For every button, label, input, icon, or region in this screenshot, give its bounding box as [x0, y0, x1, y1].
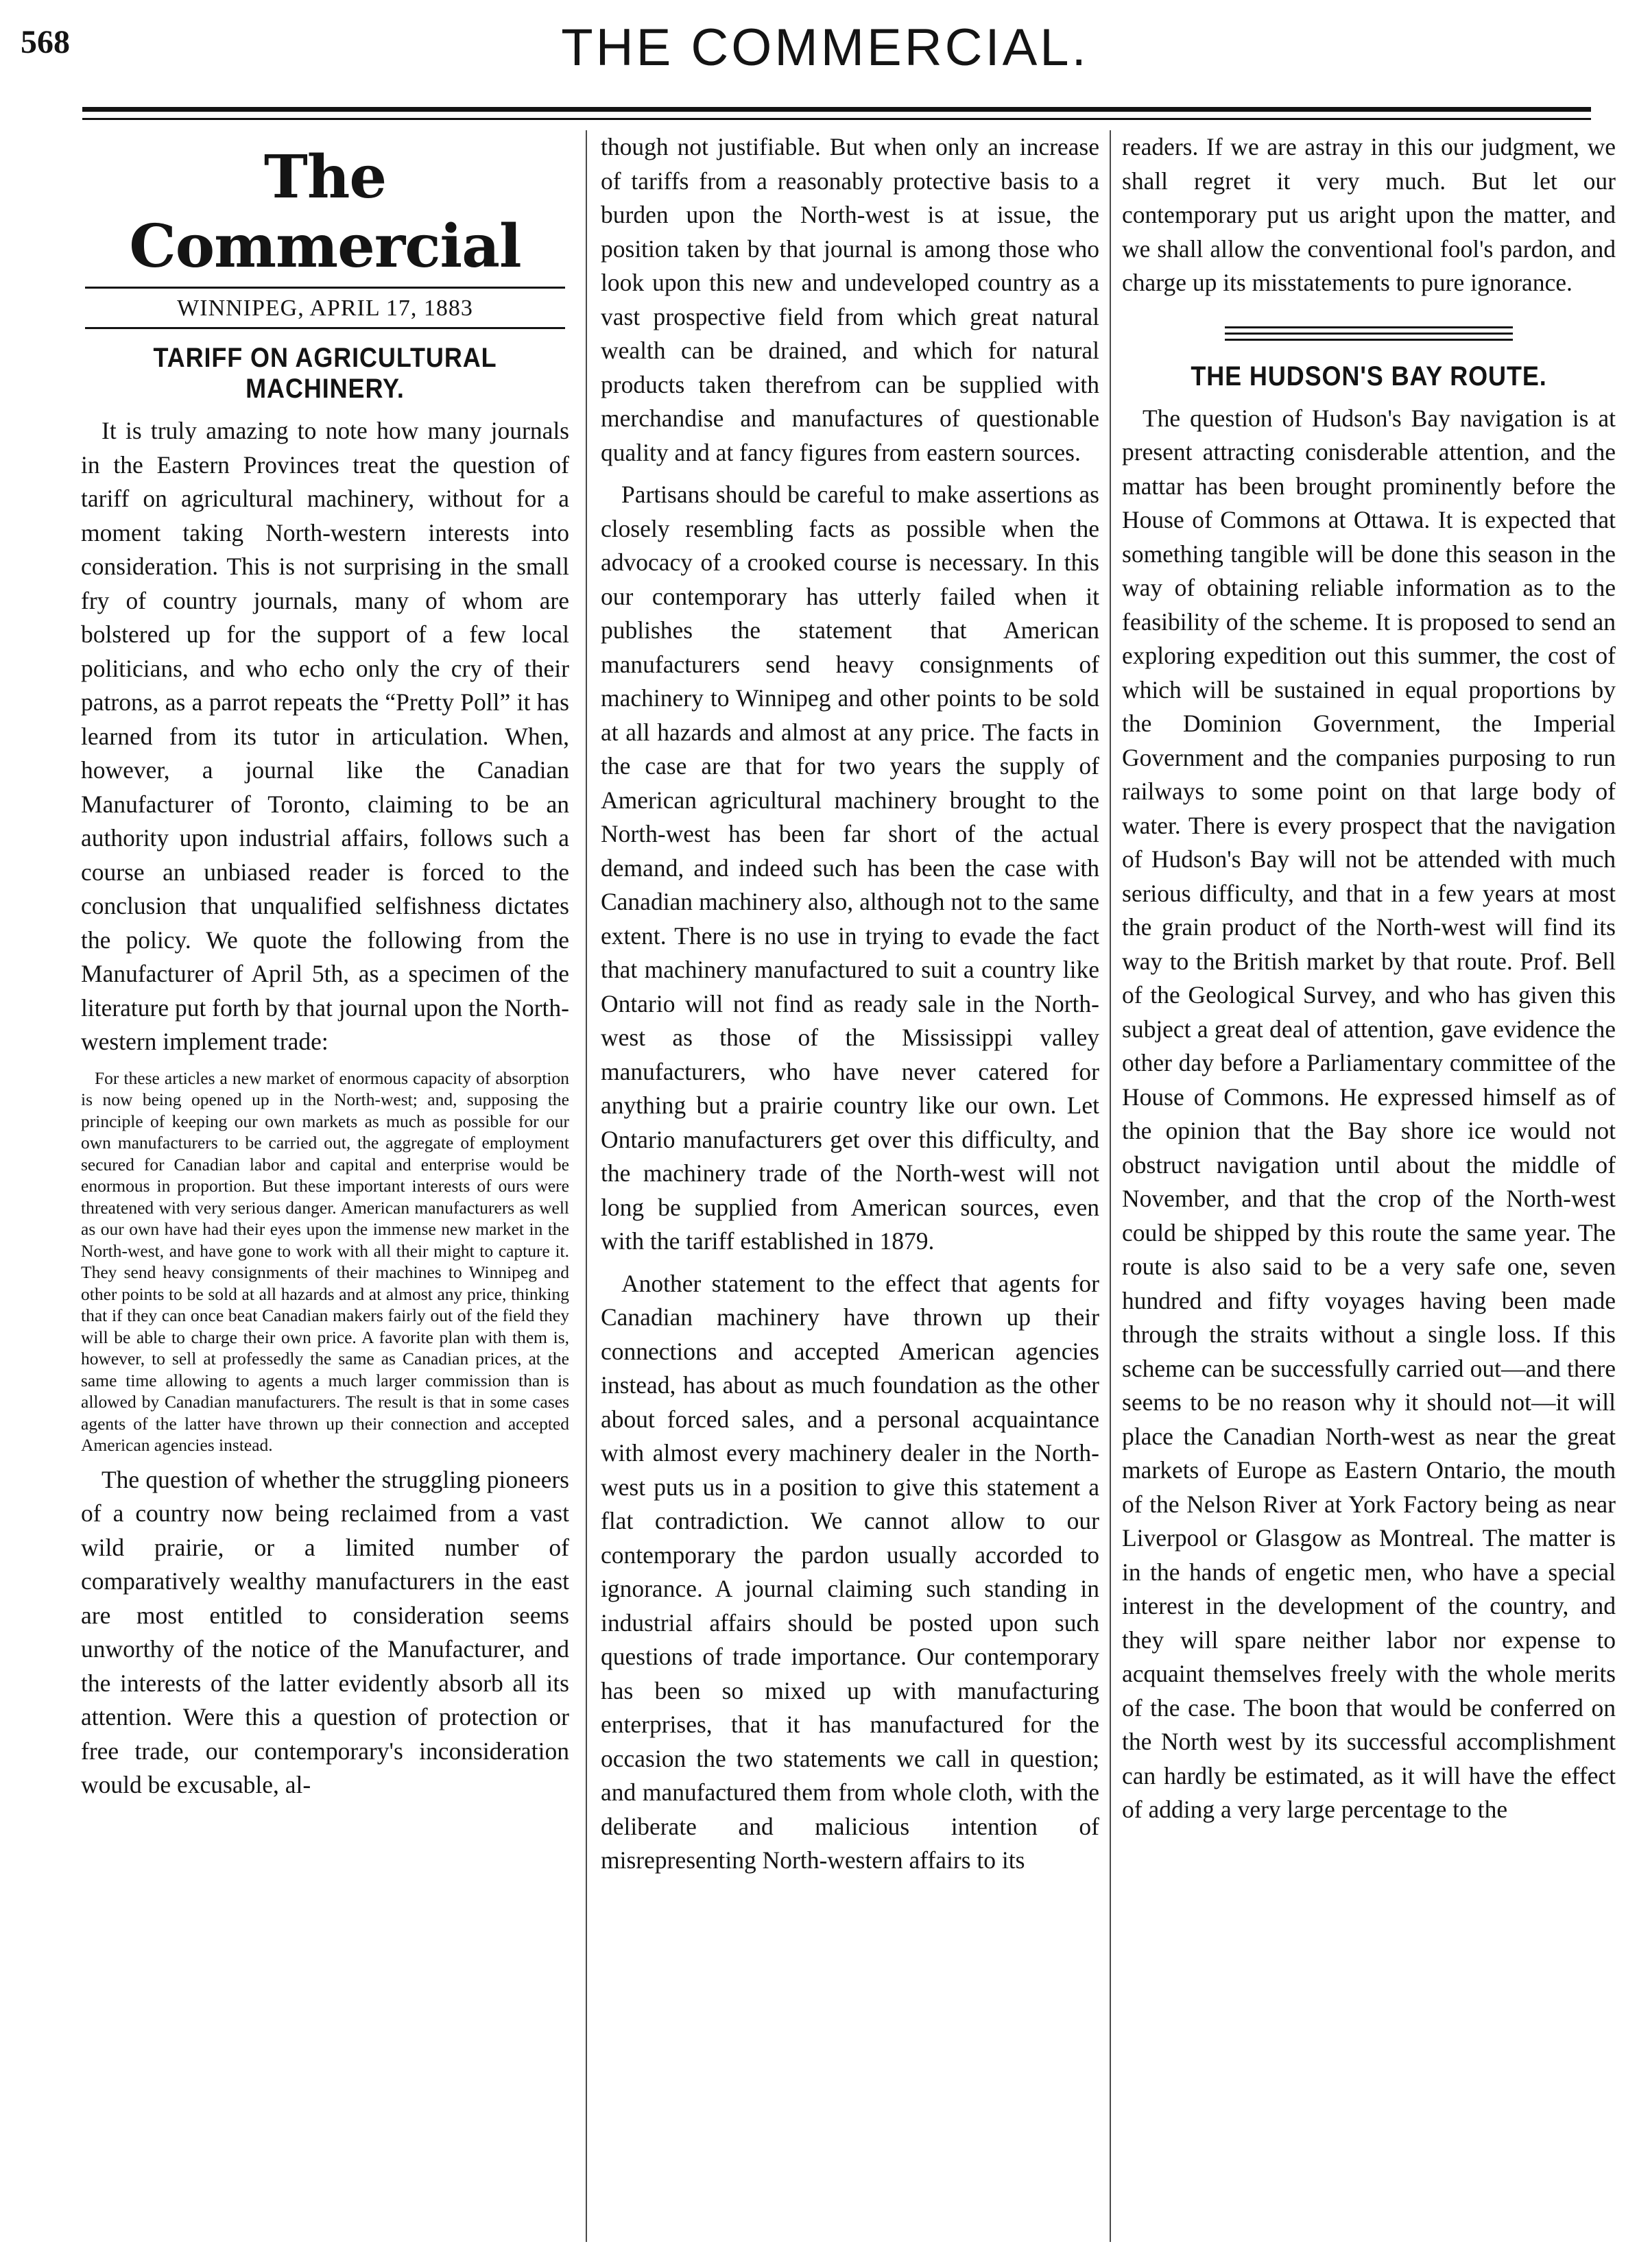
column-1: [81, 130, 569, 2242]
page-number: 568: [21, 24, 70, 60]
column-2: [601, 130, 1099, 2242]
tariff-paragraph-3: though not justifiable. But when only an increase of tariffs from a reasonably protective basis to a burden upon the North-west is at issue, the position taken by that journal is among those who look upon this new and undeveloped country as a vast prospective field from which great natural wealth can be drained, and which for natural products taken therefrom can be supplied with merchandise and manufactures of questionable quality and at fancy figures from eastern sources.: [601, 133, 1099, 466]
tariff-heading: TARIFF ON AGRICULTURAL MACHINERY.: [153, 343, 497, 404]
masthead-rule: [85, 287, 565, 289]
dateline: WINNIPEG, APRIL 17, 1883: [177, 295, 473, 321]
masthead-title: The Commercial: [129, 143, 521, 281]
hudson-paragraph-1: The question of Hudson's Bay navigation is at present attracting conisderable attention, and the mattar has been brought prominently before the House of Commons at Ottawa. It is expected that something tangible will be done this season in the way of obtaining reliable information as to the feasibility of the scheme. It is proposed to send an exploring expedition out this summer, the cost of which will be sustained in equal proportions by the Dominion Government, the Imperial Government and the companies purposing to run railways to some point on that large body of water. There is every prospect that the navigation of Hudson's Bay will not be attended with much serious difficulty, and that in a few years at most the grain product of the North-west will find its way to the British market by that route. Prof. Bell of the Geological Survey, and who has given this subject a great deal of attention, gave evidence the other day before a Parliamentary committee of the House of Commons. He expressed himself as of the opinion that the Bay shore ice would not obstruct navigation until about the middle of November, and that the crop of the North-west could be shipped by this route the same year. The route is also said to be a very safe one, seven hundred and fifty voyages having been made through the straits without a single loss. If this scheme can be successfully carried out—and there seems to be no reason why it should not—it will place the Canadian North-west as near the great markets of Europe as Eastern Ontario, the mouth of the Nelson River at York Factory being as near Liverpool or Glasgow as Montreal. The matter is in the hands of engetic men, who have a special interest in the development of the country, and they will spare neither labor nor expense to acquaint themselves freely with the whole merits of the case. The boon that would be conferred on the North west by its successful accomplishment can hardly be estimated, as it will have the effect of adding a very large percentage to the: [1122, 404, 1616, 1823]
tariff-paragraph-6: readers. If we are astray in this our judgment, we shall regret it very much. But let our contemporary put us aright upon the matter, and we shall allow the conventional fool's pardon, and charge up its misstatements to pure ignorance.: [1122, 133, 1616, 296]
tariff-paragraph-1: It is truly amazing to note how many journals in the Eastern Provinces treat the question of tariff on agricultural machinery, without for a moment taking North-western interests into consideration. This is not surprising in the small fry of country journals, many of whom are bolstered up for the support of a few local politicians, and who echo only the cry of their patrons, as a parrot repeats the “Pretty Poll” it has learned from its tutor in articulation. When, however, a journal like the Canadian Manufacturer of Toronto, claiming to be an authority upon industrial affairs, follows such a course an unbiased reader is forced to the conclusion that unqualified selfishness dictates the policy. We quote the following from the Manufacturer of April 5th, as a specimen of the literature put forth by that journal upon the North-western implement trade:: [81, 417, 569, 1055]
column-divider-2: [1110, 130, 1111, 2242]
tariff-quotation: For these articles a new market of enormous capacity of absorption is now being opened up in the North-west; and, supposing the principle of keeping our own markets as much as possible for our own manufacturers to be carried out, the aggregate of employment secured for Canadian labor and capital and enterprise would be enormous in proportion. But these important interests of ours were threatened with very serious danger. American manufacturers as well as our own have had their eyes upon the immense new market in the North-west, and have gone to work with all their might to capture it. They send heavy consignments of their machines to Winnipeg and other points to be sold at all hazards and at almost any price, thinking that if they can once beat Canadian makers fairly out of the field they will be able to charge their own price. A favorite plan with them is, however, to sell at professedly the same as Canadian prices, at the same time allowing to agents a much larger commission than is allowed by Canadian manufacturers. The result is that in some cases agents of the latter have thrown up their connection and accepted American agencies instead.: [81, 1067, 569, 1455]
tariff-paragraph-4: Partisans should be careful to make assertions as closely resembling facts as possible when the advocacy of a crooked course is necessary. In this our contemporary has utterly failed when it publishes the statement that American manufacturers send heavy consignments of machinery to Winnipeg and other points to be sold at all hazards and almost at any price. The facts in the case are that for two years the supply of American agricultural machinery brought to the North-west has been far short of the actual demand, and indeed such has been the case with Canadian machinery also, although not to the same extent. There is no use in trying to evade the fact that machinery manufactured to suit a country like Ontario will not find as ready sale in the North-west as those of the Mississippi valley manufacturers, who have never catered for anything but a prairie country like our own. Let Ontario manufacturers get over this difficulty, and the machinery trade of the North-west will not long be supplied from American sources, even with the tariff established in 1879.: [601, 481, 1099, 1255]
tariff-paragraph-5: Another statement to the effect that agents for Canadian machinery have thrown up their connections and accepted American agencies instead, has about as much foundation as the other about forced sales, and a personal acquaintance with almost every machinery dealer in the North-west puts us in a position to give this statement a flat contradiction. We cannot allow to our contemporary the pardon usually accorded to ignorance. A journal claiming such standing in industrial affairs should be posted upon such questions of trade importance. Our contemporary has been so mixed up with manufacturing enterprises, that it has manufactured for the occasion the two statements we call in question; and manufactured them from whole cloth, with the deliberate and malicious intention of misrepresenting North-western affairs to its: [601, 1269, 1099, 1874]
header-rule-thin: [82, 118, 1591, 120]
hudson-heading: THE HUDSON'S BAY ROUTE.: [1191, 361, 1547, 391]
header-rule-thick: [82, 107, 1591, 112]
column-divider-1: [586, 130, 587, 2242]
article-divider: [1225, 326, 1513, 341]
tariff-paragraph-2: The question of whether the struggling pioneers of a country now being reclaimed from a vast wild prairie, or a limited number of comparatively wealthy manufacturers in the east are most entitled to consideration seems unworthy of the notice of the Manufacturer, and the interests of the latter evidently absorb all its attention. Were this a question of protection or free trade, our contemporary's inconsideration would be excusable, al-: [81, 1465, 569, 1798]
dateline-rule: [85, 327, 565, 329]
running-head-title: THE COMMERCIAL.: [561, 19, 1089, 77]
column-3: [1122, 130, 1616, 2242]
